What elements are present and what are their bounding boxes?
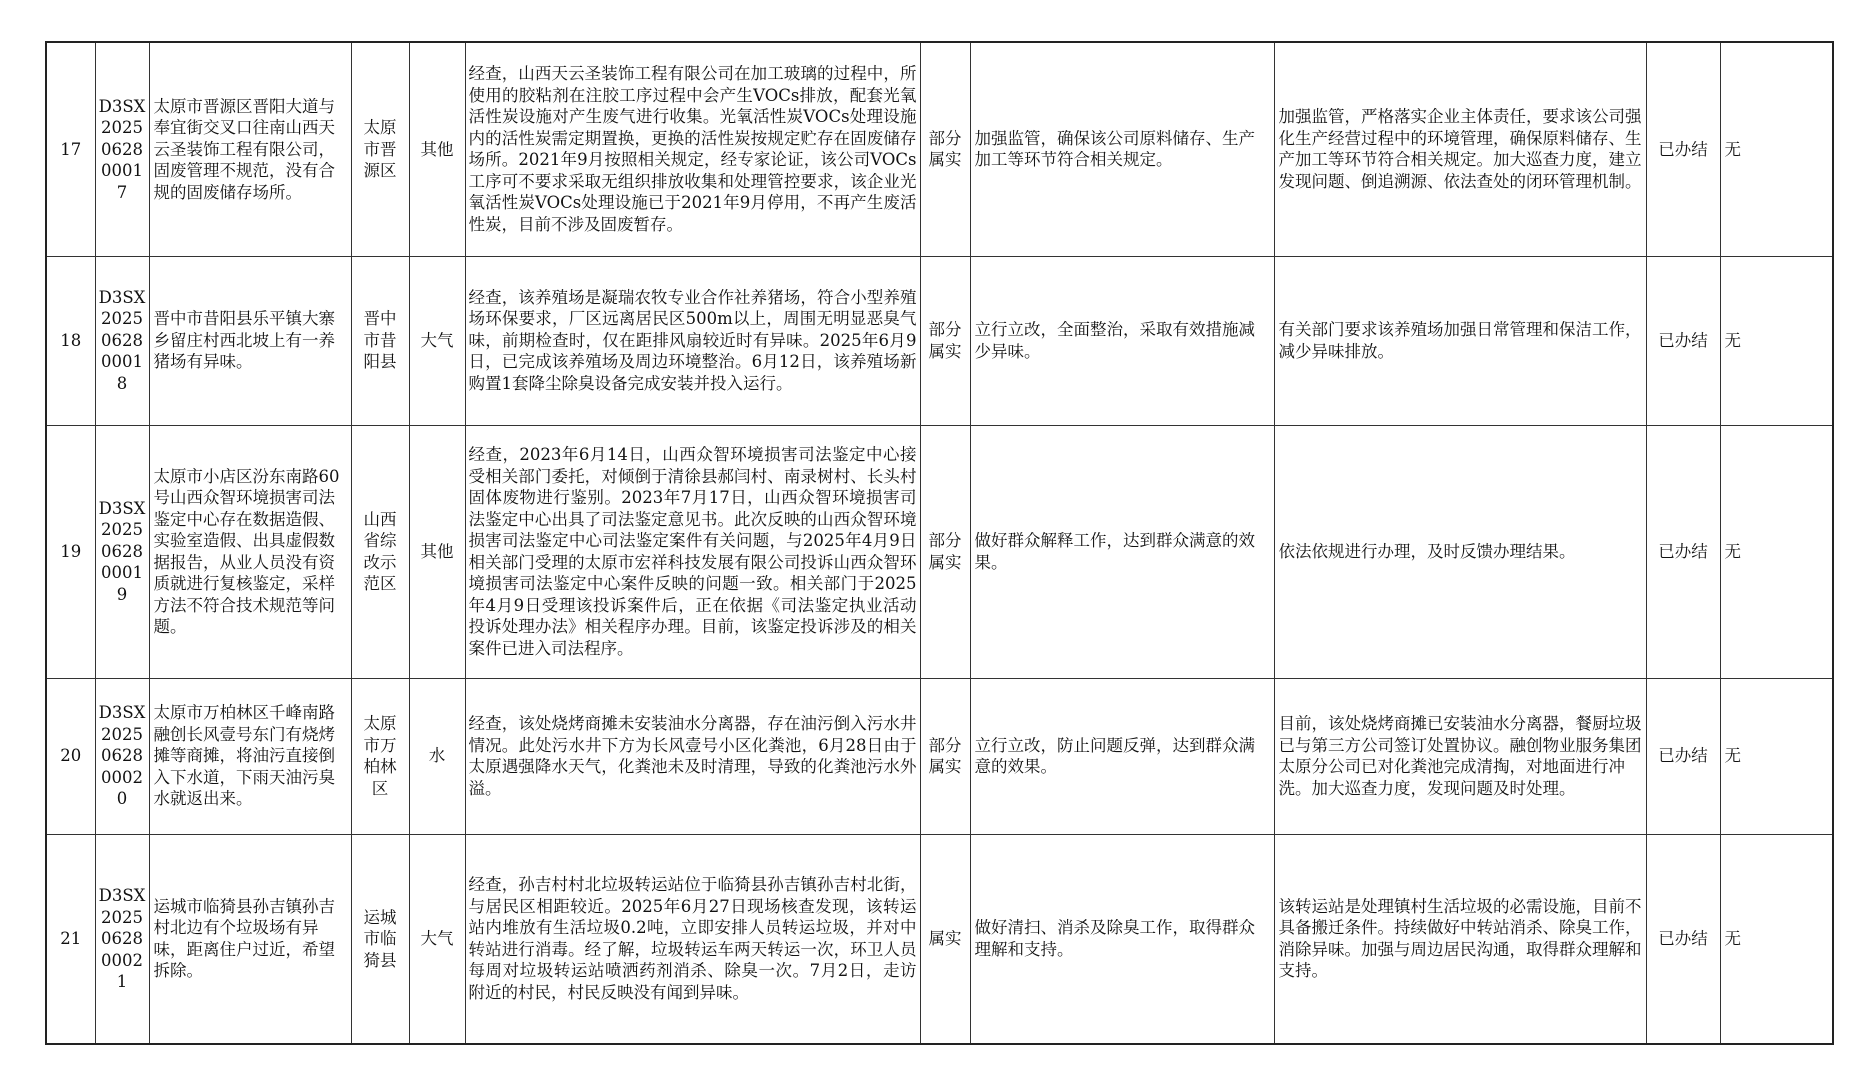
category-cell: 其他 <box>409 425 465 678</box>
case-code-cell: D3SX2025062800019 <box>95 425 149 678</box>
investigation-cell: 经查，该养殖场是凝瑞农牧专业合作社养猪场，符合小型养殖场环保要求，厂区远离居民区500m以上，周围无明显恶臭气味，前期检查时，仅在距排风扇较近时有异味。2025年6月9日，已完成该养殖场及周边环境整治。6月12日，该养殖场新购置1套降尘除臭设备完成安装并投入运行。 <box>465 256 920 425</box>
case-code-cell: D3SX2025062800018 <box>95 256 149 425</box>
verdict-cell: 属实 <box>920 834 970 1044</box>
verdict-cell: 部分属实 <box>920 42 970 256</box>
status-cell: 已办结 <box>1646 42 1720 256</box>
status-cell: 已办结 <box>1646 425 1720 678</box>
measures-cell: 目前，该处烧烤商摊已安装油水分离器，餐厨垃圾已与第三方公司签订处置协议。融创物业服务集团太原分公司已对化粪池完成清掏，对地面进行冲洗。加大巡查力度，发现问题及时处理。 <box>1274 678 1646 834</box>
investigation-cell: 经查，孙吉村村北垃圾转运站位于临猗县孙吉镇孙吉村北街，与居民区相距较近。2025年6月27日现场核查发现，该转运站内堆放有生活垃圾0.2吨，立即安排人员转运垃圾，并对中转站进行消毒。经了解，垃圾转运车两天转运一次，环卫人员每周对垃圾转运站喷洒药剂消杀、除臭一次。7月2日，走访附近的村民，村民反映没有闻到异味。 <box>465 834 920 1044</box>
target-cell: 做好群众解释工作，达到群众满意的效果。 <box>970 425 1274 678</box>
issue-cell: 晋中市昔阳县乐平镇大寨乡留庄村西北坡上有一养猪场有异味。 <box>149 256 351 425</box>
case-code-cell: D3SX2025062800020 <box>95 678 149 834</box>
extra-cell: 无 <box>1720 834 1833 1044</box>
table-row <box>46 256 1833 425</box>
region-cell: 山西省综改示范区 <box>351 425 409 678</box>
status-cell: 已办结 <box>1646 256 1720 425</box>
verdict-cell: 部分属实 <box>920 256 970 425</box>
extra-cell: 无 <box>1720 256 1833 425</box>
issue-cell: 运城市临猗县孙吉镇孙吉村北边有个垃圾场有异味，距离住户过近，希望拆除。 <box>149 834 351 1044</box>
measures-cell: 加强监管，严格落实企业主体责任，要求该公司强化生产经营过程中的环境管理，确保原料储存、生产加工等环节符合相关规定。加大巡查力度，建立发现问题、倒追溯源、依法查处的闭环管理机制。 <box>1274 42 1646 256</box>
issue-cell: 太原市小店区汾东南路60号山西众智环境损害司法鉴定中心存在数据造假、实验室造假、出具虚假数据报告，从业人员没有资质就进行复核鉴定，采样方法不符合技术规范等问题。 <box>149 425 351 678</box>
measures-cell: 有关部门要求该养殖场加强日常管理和保洁工作，减少异味排放。 <box>1274 256 1646 425</box>
target-cell: 加强监管，确保该公司原料储存、生产加工等环节符合相关规定。 <box>970 42 1274 256</box>
issue-cell: 太原市晋源区晋阳大道与奉宜街交叉口往南山西天云圣装饰工程有限公司，固废管理不规范，没有合规的固废储存场所。 <box>149 42 351 256</box>
investigation-cell: 经查，该处烧烤商摊未安装油水分离器，存在油污倒入污水井情况。此处污水井下方为长风壹号小区化粪池，6月28日由于太原遇强降水天气，化粪池未及时清理，导致的化粪池污水外溢。 <box>465 678 920 834</box>
table-row <box>46 42 1833 256</box>
extra-cell: 无 <box>1720 42 1833 256</box>
status-cell: 已办结 <box>1646 678 1720 834</box>
category-cell: 大气 <box>409 256 465 425</box>
investigation-cell: 经查，山西天云圣装饰工程有限公司在加工玻璃的过程中，所使用的胶粘剂在注胶工序过程中会产生VOCs排放，配套光氧活性炭设施对产生废气进行收集。光氧活性炭VOCs处理设施内的活性炭需定期置换，更换的活性炭按规定贮存在固废储存场所。2021年9月按照相关规定，经专家论证，该公司VOCs工序可不要求采取无组织排放收集和处理管控要求，该企业光氧活性炭VOCs处理设施已于2021年9月停用，不再产生废活性炭，目前不涉及固废暂存。 <box>465 42 920 256</box>
row-number-cell: 21 <box>46 834 95 1044</box>
verdict-cell: 部分属实 <box>920 678 970 834</box>
target-cell: 立行立改，全面整治，采取有效措施减少异味。 <box>970 256 1274 425</box>
row-number-cell: 18 <box>46 256 95 425</box>
target-cell: 立行立改，防止问题反弹，达到群众满意的效果。 <box>970 678 1274 834</box>
case-code-cell: D3SX2025062800017 <box>95 42 149 256</box>
table-row <box>46 678 1833 834</box>
extra-cell: 无 <box>1720 425 1833 678</box>
region-cell: 太原市晋源区 <box>351 42 409 256</box>
table-row <box>46 425 1833 678</box>
status-cell: 已办结 <box>1646 834 1720 1044</box>
measures-cell: 该转运站是处理镇村生活垃圾的必需设施，目前不具备搬迁条件。持续做好中转站消杀、除臭工作，消除异味。加强与周边居民沟通，取得群众理解和支持。 <box>1274 834 1646 1044</box>
measures-cell: 依法依规进行办理，及时反馈办理结果。 <box>1274 425 1646 678</box>
case-table <box>45 41 1834 1045</box>
region-cell: 晋中市昔阳县 <box>351 256 409 425</box>
row-number-cell: 20 <box>46 678 95 834</box>
investigation-cell: 经查，2023年6月14日，山西众智环境损害司法鉴定中心接受相关部门委托，对倾倒于清徐县郝闫村、南录树村、长头村固体废物进行鉴别。2023年7月17日，山西众智环境损害司法鉴定中心出具了司法鉴定意见书。此次反映的山西众智环境损害司法鉴定中心司法鉴定案件有关问题，与2025年4月9日相关部门受理的太原市宏祥科技发展有限公司投诉山西众智环境损害司法鉴定中心案件反映的问题一致。相关部门于2025年4月9日受理该投诉案件后，正在依据《司法鉴定执业活动投诉处理办法》相关程序办理。目前，该鉴定投诉涉及的相关案件已进入司法程序。 <box>465 425 920 678</box>
region-cell: 运城市临猗县 <box>351 834 409 1044</box>
extra-cell: 无 <box>1720 678 1833 834</box>
category-cell: 其他 <box>409 42 465 256</box>
target-cell: 做好清扫、消杀及除臭工作，取得群众理解和支持。 <box>970 834 1274 1044</box>
case-code-cell: D3SX2025062800021 <box>95 834 149 1044</box>
category-cell: 水 <box>409 678 465 834</box>
verdict-cell: 部分属实 <box>920 425 970 678</box>
region-cell: 太原市万柏林区 <box>351 678 409 834</box>
row-number-cell: 17 <box>46 42 95 256</box>
issue-cell: 太原市万柏林区千峰南路融创长风壹号东门有烧烤摊等商摊，将油污直接倒入下水道，下雨天油污臭水就返出来。 <box>149 678 351 834</box>
row-number-cell: 19 <box>46 425 95 678</box>
table-row <box>46 834 1833 1044</box>
category-cell: 大气 <box>409 834 465 1044</box>
